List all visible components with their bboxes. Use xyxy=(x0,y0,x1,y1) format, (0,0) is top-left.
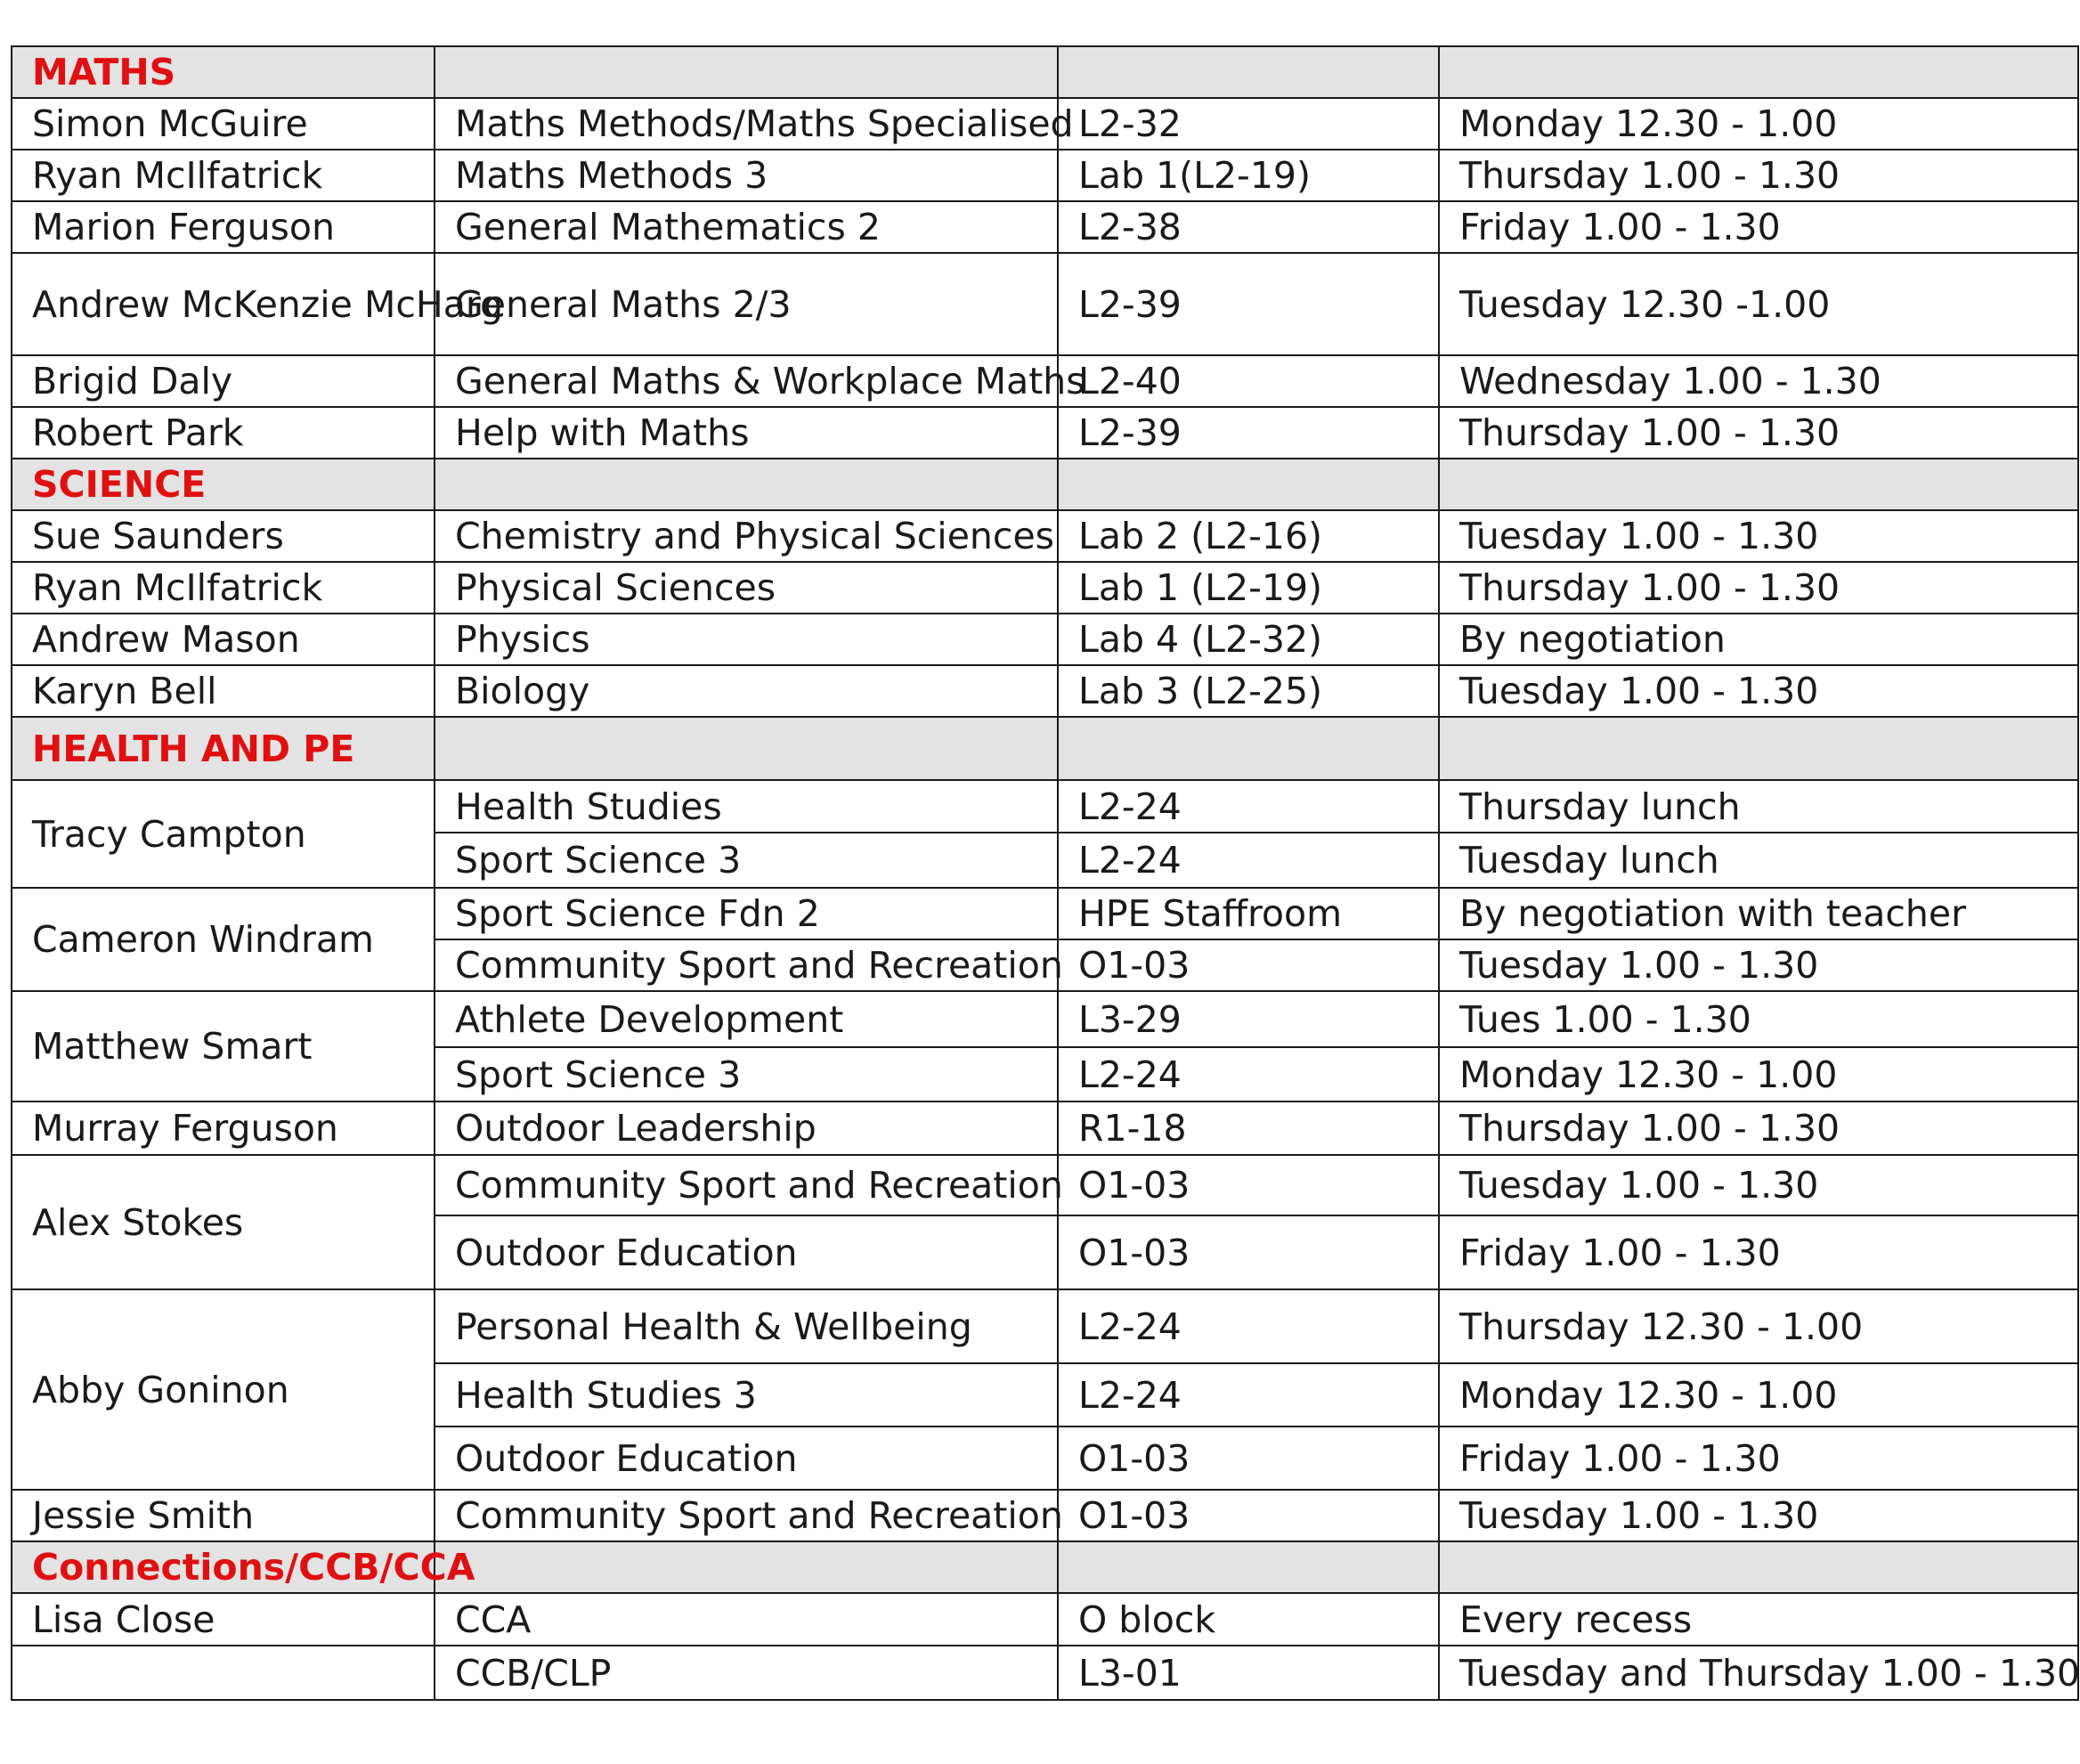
subject-cell: Physics xyxy=(435,614,1058,665)
table-row xyxy=(12,201,2078,253)
time-cell: Tuesday 12.30 -1.00 xyxy=(1439,253,2078,355)
time-cell: Friday 1.00 - 1.30 xyxy=(1439,1215,2078,1289)
subject-cell: Outdoor Education xyxy=(435,1215,1058,1289)
room-cell: Lab 3 (L2-25) xyxy=(1058,665,1439,717)
subject-cell: Personal Health & Wellbeing xyxy=(435,1289,1058,1363)
time-cell: Friday 1.00 - 1.30 xyxy=(1439,1427,2078,1490)
room-cell: L2-24 xyxy=(1058,780,1439,833)
room-cell: L2-24 xyxy=(1058,833,1439,888)
room-cell: L2-24 xyxy=(1058,1047,1439,1101)
table-row xyxy=(12,614,2078,665)
room-cell: O1-03 xyxy=(1058,1155,1439,1215)
time-cell: Thursday lunch xyxy=(1439,780,2078,833)
subject-cell: Maths Methods/Maths Specialised xyxy=(435,98,1058,150)
section-header-row xyxy=(12,459,2078,510)
time-cell: By negotiation with teacher xyxy=(1439,888,2078,939)
subject-cell: General Maths 2/3 xyxy=(435,253,1058,355)
room-cell: L3-29 xyxy=(1058,991,1439,1047)
subject-cell: General Mathematics 2 xyxy=(435,201,1058,253)
time-cell: Thursday 1.00 - 1.30 xyxy=(1439,150,2078,201)
table-row xyxy=(12,991,2078,1047)
room-cell: L2-39 xyxy=(1058,253,1439,355)
room-cell: O1-03 xyxy=(1058,1215,1439,1289)
lunchtime-help-schedule-table xyxy=(11,45,2079,1701)
teacher-cell: Karyn Bell xyxy=(12,665,435,717)
teacher-cell: Robert Park xyxy=(12,407,435,459)
subject-cell: Athlete Development xyxy=(435,991,1058,1047)
subject-cell: Community Sport and Recreation xyxy=(435,939,1058,991)
room-cell: L2-39 xyxy=(1058,407,1439,459)
teacher-cell: Cameron Windram xyxy=(12,888,435,991)
table-row xyxy=(12,562,2078,614)
teacher-cell: Abby Goninon xyxy=(12,1289,435,1490)
room-cell: HPE Staffroom xyxy=(1058,888,1439,939)
room-cell: L2-38 xyxy=(1058,201,1439,253)
subject-cell: Health Studies xyxy=(435,780,1058,833)
section-header-row xyxy=(12,1541,2078,1593)
subject-cell: Biology xyxy=(435,665,1058,717)
room-cell: O block xyxy=(1058,1593,1439,1646)
teacher-cell: Lisa Close xyxy=(12,1593,435,1646)
table-row xyxy=(12,510,2078,562)
subject-cell: Sport Science Fdn 2 xyxy=(435,888,1058,939)
room-cell: O1-03 xyxy=(1058,1490,1439,1541)
teacher-cell: Brigid Daly xyxy=(12,355,435,407)
section-header-row xyxy=(12,46,2078,98)
room-cell: L2-24 xyxy=(1058,1363,1439,1427)
time-cell: Thursday 1.00 - 1.30 xyxy=(1439,562,2078,614)
room-cell: Lab 4 (L2-32) xyxy=(1058,614,1439,665)
table-row xyxy=(12,780,2078,833)
time-cell: Tuesday lunch xyxy=(1439,833,2078,888)
time-cell: Thursday 1.00 - 1.30 xyxy=(1439,1101,2078,1155)
time-cell: Monday 12.30 - 1.00 xyxy=(1439,1047,2078,1101)
time-cell: Tuesday 1.00 - 1.30 xyxy=(1439,1490,2078,1541)
subject-cell: Outdoor Education xyxy=(435,1427,1058,1490)
teacher-cell: Simon McGuire xyxy=(12,98,435,150)
teacher-cell: Jessie Smith xyxy=(12,1490,435,1541)
room-cell: L2-40 xyxy=(1058,355,1439,407)
time-cell: Tues 1.00 - 1.30 xyxy=(1439,991,2078,1047)
room-cell: L2-32 xyxy=(1058,98,1439,150)
section-title-health-and-pe: HEALTH AND PE xyxy=(12,717,435,780)
table-row xyxy=(12,355,2078,407)
room-cell: Lab 2 (L2-16) xyxy=(1058,510,1439,562)
subject-cell: Community Sport and Recreation xyxy=(435,1155,1058,1215)
room-cell: O1-03 xyxy=(1058,939,1439,991)
teacher-cell xyxy=(12,1646,435,1700)
time-cell: Tuesday 1.00 - 1.30 xyxy=(1439,1155,2078,1215)
time-cell: Tuesday 1.00 - 1.30 xyxy=(1439,665,2078,717)
section-header-row xyxy=(12,717,2078,780)
teacher-cell: Alex Stokes xyxy=(12,1155,435,1289)
subject-cell: Sport Science 3 xyxy=(435,833,1058,888)
table-row xyxy=(12,150,2078,201)
table-row xyxy=(12,1490,2078,1541)
room-cell: Lab 1 (L2-19) xyxy=(1058,562,1439,614)
subject-cell: Help with Maths xyxy=(435,407,1058,459)
time-cell: Tuesday and Thursday 1.00 - 1.30 xyxy=(1439,1646,2078,1700)
section-title-connections: Connections/CCB/CCA xyxy=(12,1541,435,1593)
time-cell: Tuesday 1.00 - 1.30 xyxy=(1439,939,2078,991)
teacher-cell: Matthew Smart xyxy=(12,991,435,1101)
section-title-science: SCIENCE xyxy=(12,459,435,510)
table-row xyxy=(12,665,2078,717)
time-cell: Friday 1.00 - 1.30 xyxy=(1439,201,2078,253)
table-row xyxy=(12,98,2078,150)
teacher-cell: Murray Ferguson xyxy=(12,1101,435,1155)
subject-cell: Chemistry and Physical Sciences xyxy=(435,510,1058,562)
time-cell: By negotiation xyxy=(1439,614,2078,665)
subject-cell: Outdoor Leadership xyxy=(435,1101,1058,1155)
room-cell: O1-03 xyxy=(1058,1427,1439,1490)
subject-cell: Community Sport and Recreation xyxy=(435,1490,1058,1541)
time-cell: Monday 12.30 - 1.00 xyxy=(1439,1363,2078,1427)
table-row xyxy=(12,888,2078,939)
teacher-cell: Marion Ferguson xyxy=(12,201,435,253)
subject-cell: CCB/CLP xyxy=(435,1646,1058,1700)
room-cell: Lab 1(L2-19) xyxy=(1058,150,1439,201)
teacher-cell: Ryan McIlfatrick xyxy=(12,150,435,201)
teacher-cell: Andrew Mason xyxy=(12,614,435,665)
subject-cell: General Maths & Workplace Maths xyxy=(435,355,1058,407)
subject-cell: Maths Methods 3 xyxy=(435,150,1058,201)
time-cell: Monday 12.30 - 1.00 xyxy=(1439,98,2078,150)
teacher-cell: Ryan McIlfatrick xyxy=(12,562,435,614)
time-cell: Wednesday 1.00 - 1.30 xyxy=(1439,355,2078,407)
table-row xyxy=(12,1646,2078,1700)
teacher-cell: Andrew McKenzie McHarg xyxy=(12,253,435,355)
time-cell: Tuesday 1.00 - 1.30 xyxy=(1439,510,2078,562)
teacher-cell: Sue Saunders xyxy=(12,510,435,562)
time-cell: Thursday 1.00 - 1.30 xyxy=(1439,407,2078,459)
time-cell: Every recess xyxy=(1439,1593,2078,1646)
table-row xyxy=(12,407,2078,459)
subject-cell: Health Studies 3 xyxy=(435,1363,1058,1427)
room-cell: L2-24 xyxy=(1058,1289,1439,1363)
table-row xyxy=(12,253,2078,355)
room-cell: L3-01 xyxy=(1058,1646,1439,1700)
table-row xyxy=(12,1101,2078,1155)
subject-cell: Physical Sciences xyxy=(435,562,1058,614)
table-row xyxy=(12,1289,2078,1363)
subject-cell: Sport Science 3 xyxy=(435,1047,1058,1101)
table-row xyxy=(12,1155,2078,1215)
table-row xyxy=(12,1593,2078,1646)
section-title-maths: MATHS xyxy=(12,46,435,98)
time-cell: Thursday 12.30 - 1.00 xyxy=(1439,1289,2078,1363)
room-cell: R1-18 xyxy=(1058,1101,1439,1155)
teacher-cell: Tracy Campton xyxy=(12,780,435,888)
subject-cell: CCA xyxy=(435,1593,1058,1646)
